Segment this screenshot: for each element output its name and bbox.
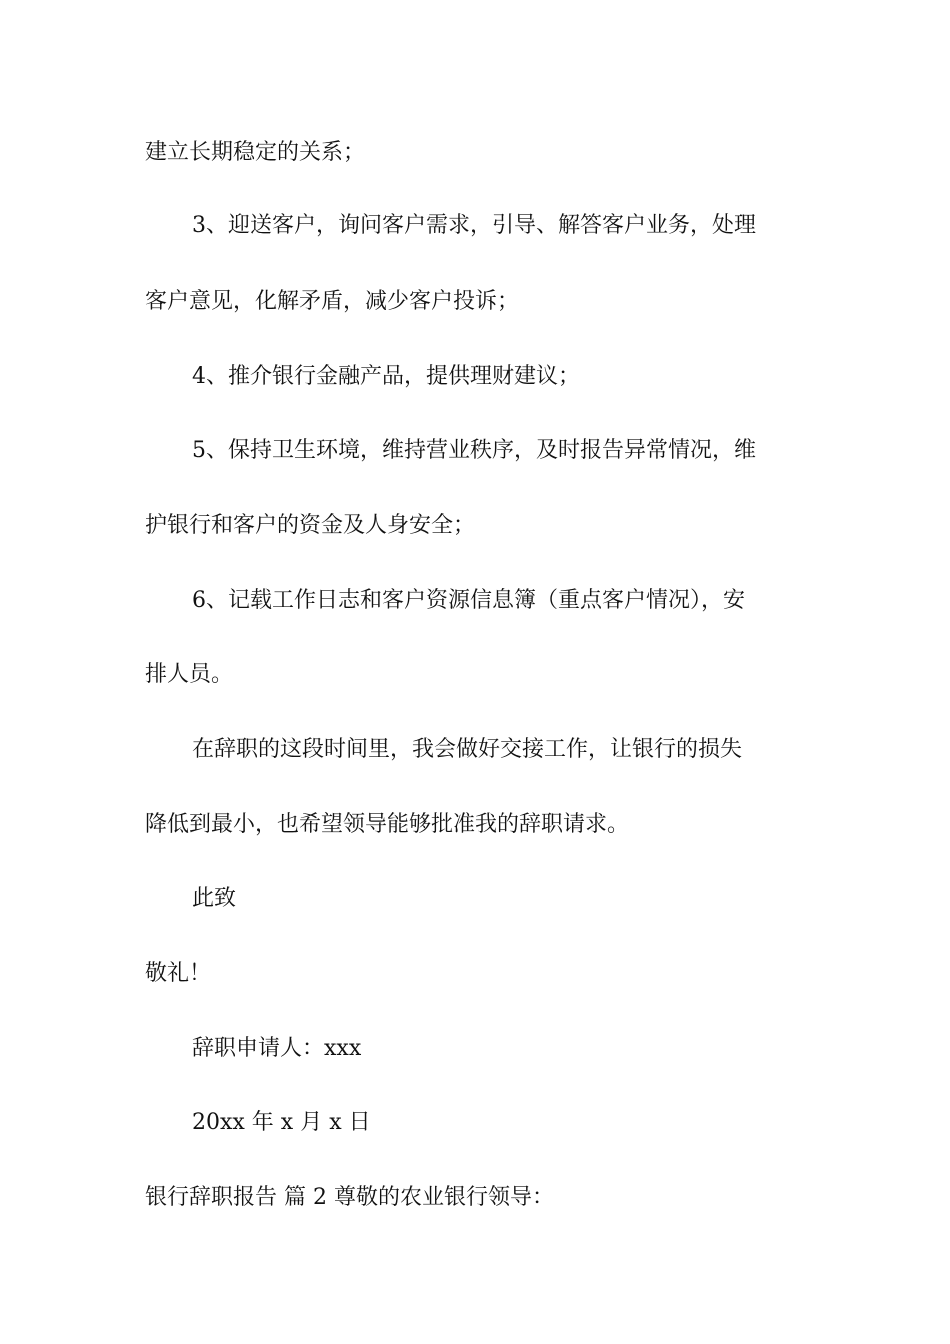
text-line-relationship: 建立长期稳定的关系； [145, 140, 366, 165]
text-line-item-6-cont: 排人员。 [145, 662, 234, 687]
text-line-handover: 在辞职的这段时间里，我会做好交接工作，让银行的损失 [192, 737, 743, 762]
closing-regards: 敬礼！ [145, 961, 212, 986]
signature-applicant: 辞职申请人：xxx [192, 1036, 362, 1061]
closing-salutation: 此致 [192, 886, 237, 911]
section-heading-report-2: 银行辞职报告 篇 2 尊敬的农业银行领导： [145, 1185, 554, 1210]
text-line-item-4: 4、推介银行金融产品，提供理财建议； [192, 364, 580, 389]
text-line-item-5: 5、保持卫生环境，维持营业秩序，及时报告异常情况，维 [192, 438, 756, 463]
text-line-item-3-cont: 客户意见，化解矛盾，减少客户投诉； [145, 289, 520, 314]
text-line-item-3: 3、迎送客户，询问客户需求，引导、解答客户业务，处理 [192, 213, 756, 238]
text-line-item-6: 6、记载工作日志和客户资源信息簿（重点客户情况），安 [192, 588, 745, 613]
signature-date: 20xx 年 x 月 x 日 [192, 1110, 371, 1135]
text-line-item-5-cont: 护银行和客户的资金及人身安全； [145, 513, 476, 538]
text-line-handover-cont: 降低到最小，也希望领导能够批准我的辞职请求。 [145, 812, 630, 837]
